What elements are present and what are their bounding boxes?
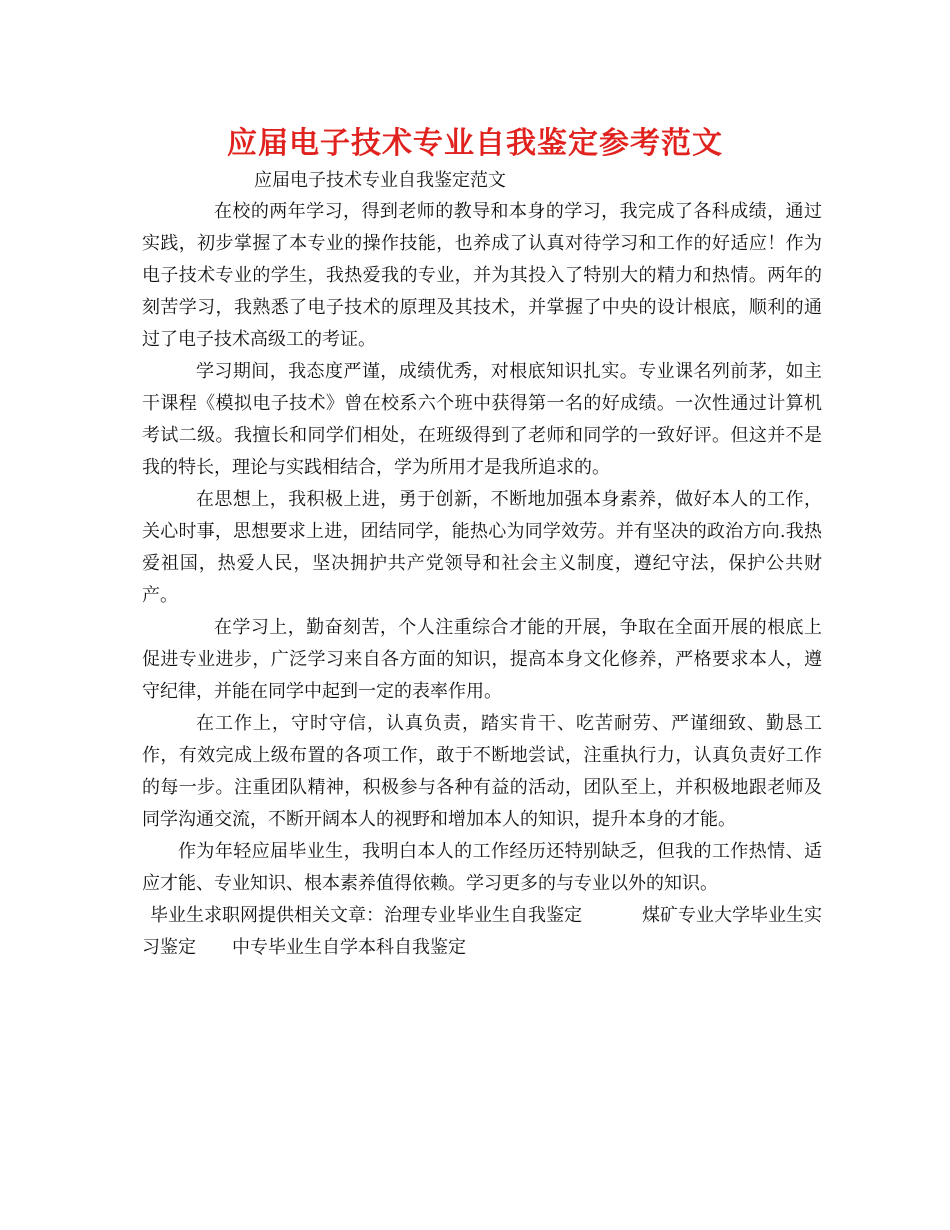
document-subtitle: 应届电子技术专业自我鉴定范文 [254,170,506,191]
paragraph-learning: 在学习上，勤奋刻苦，个人注重综合才能的开展，争取在全面开展的根底上促进专业进步，广泛学习来自各方面的知识，提高本身文化修养，严格要求本人，遵守纪律，并能在同学中起到一定的表率作用。 [142,617,822,702]
related-link[interactable]: 治理专业毕业生自我鉴定 [384,905,582,926]
related-prefix: 毕业生求职网提供相关文章： [150,905,384,926]
related-link[interactable]: 煤矿专业大学毕业生实习鉴定 [142,905,822,958]
paragraph-study-overview: 在校的两年学习，得到老师的教导和本身的学习，我完成了各科成绩，通过实践，初步掌握了本专业的操作技能，也养成了认真对待学习和工作的好适应！作为电子技术专业的学生，我热爱我的专业，并为其投入了特别大的精力和热情。两年的刻苦学习，我熟悉了电子技术的原理及其技术，并掌握了中央的设计根底，顺利的通过了电子技术高级工的考证。 [142,201,822,350]
document-title: 应届电子技术专业自我鉴定参考范文 [227,126,723,161]
related-articles [142,900,822,964]
paragraph-ideology: 在思想上，我积极上进，勇于创新，不断地加强本身素养，做好本人的工作，关心时事，思想要求上进，团结同学，能热心为同学效劳。并有坚决的政治方向.我热爱祖国，热爱人民，坚决拥护共产党领导和社会主义制度，遵纪守法，保护公共财产。 [142,489,822,606]
document-body [142,196,822,964]
related-link[interactable]: 中专毕业生自学本科自我鉴定 [232,937,466,958]
paragraph-study-period: 学习期间，我态度严谨，成绩优秀，对根底知识扎实。专业课名列前茅，如主干课程《模拟电子技术》曾在校系六个班中获得第一名的好成绩。一次性通过计算机考试二级。我擅长和同学们相处，在班级得到了老师和同学的一致好评。但这并不是我的特长，理论与实践相结合，学为所用才是我所追求的。 [142,361,822,478]
paragraph-work: 在工作上，守时守信，认真负责，踏实肯干、吃苦耐劳、严谨细致、勤恳工作，有效完成上级布置的各项工作，敢于不断地尝试，注重执行力，认真负责好工作的每一步。注重团队精神，积极参与各种有益的活动，团队至上，并积极地跟老师及同学沟通交流，不断开阔本人的视野和增加本人的知识，提升本身的才能。 [142,713,822,830]
paragraph-graduate: 作为年轻应届毕业生，我明白本人的工作经历还特别缺乏，但我的工作热情、适应才能、专业知识、根本素养值得依赖。学习更多的与专业以外的知识。 [142,841,822,894]
